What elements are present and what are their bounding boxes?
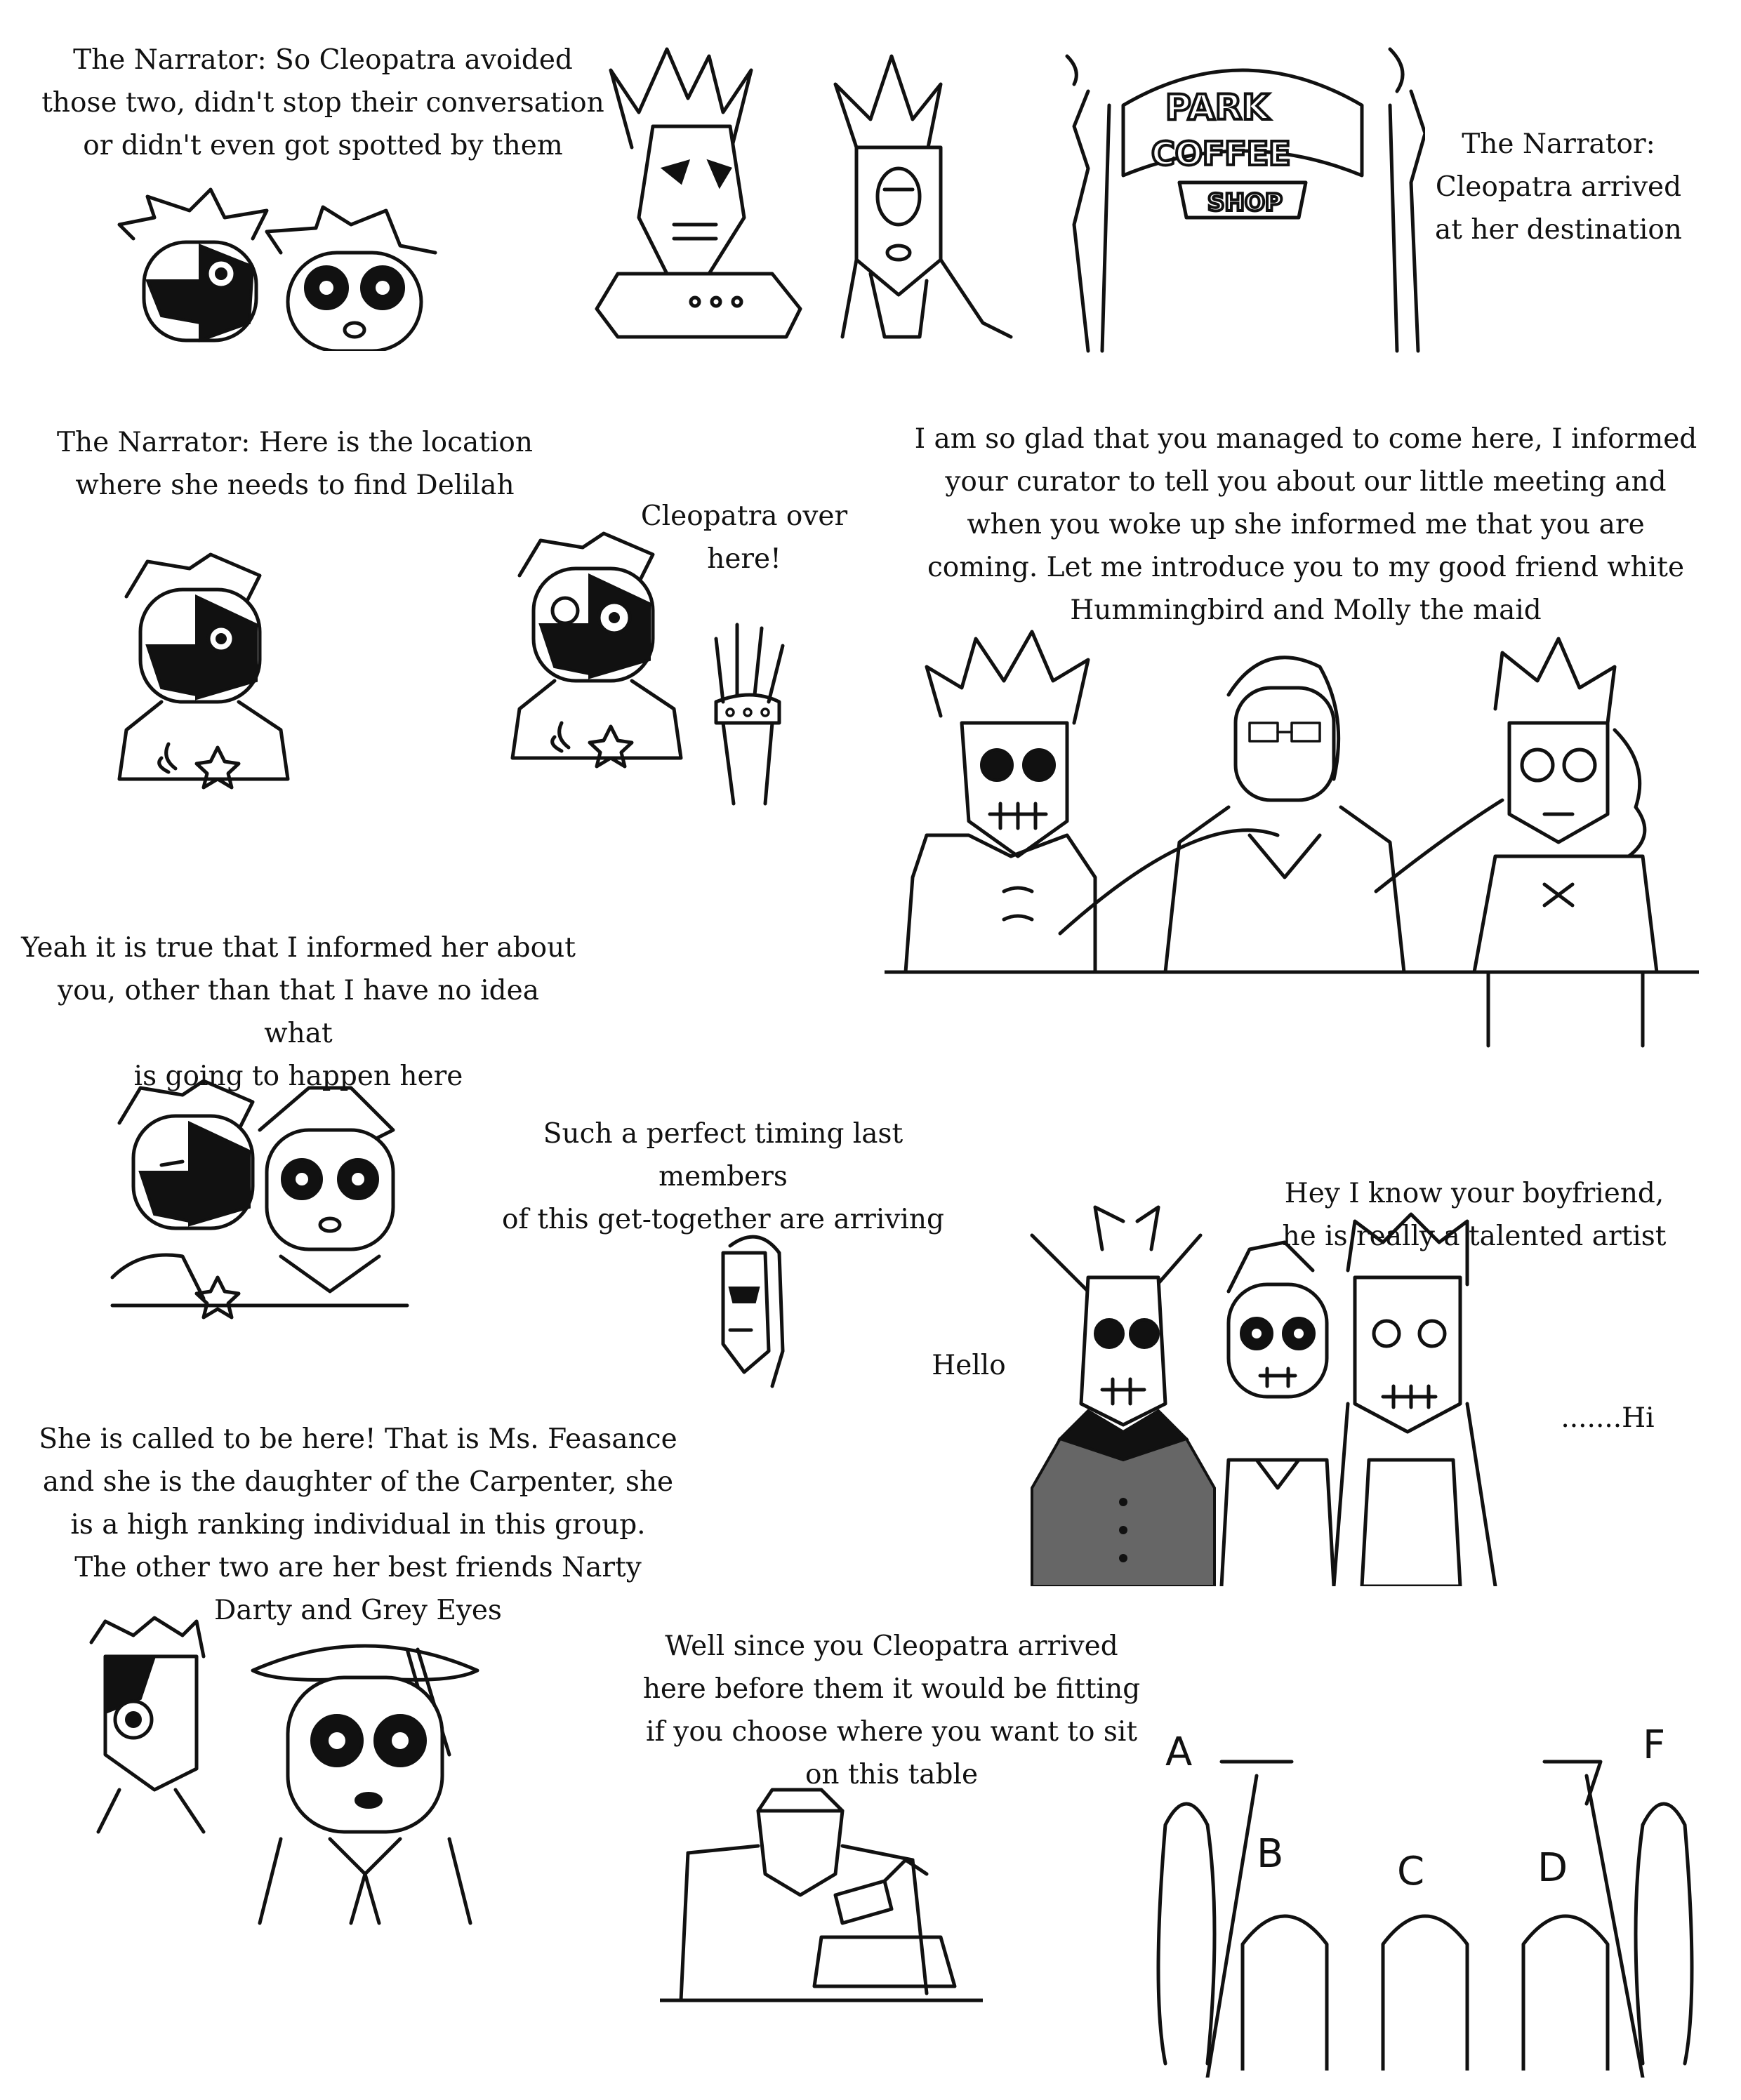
sign-shop-text: SHOP (1207, 189, 1283, 217)
scarecrow-hat-character-drawing (239, 1607, 491, 1930)
caption-hi: .......Hi (1561, 1402, 1655, 1434)
caption-called-to-be-here: She is called to be here! That is Ms. Feasance and she is the daughter of the Carpenter, she is a high ranking individual in this group. The other two are her best friends Narty Darty and Grey Eyes (39, 1423, 677, 1626)
arriving-profile-drawing (702, 1225, 800, 1393)
caption-well-since: Well since you Cleopatra arrived here before them it would be fitting if you choose where you want to sit on this table (642, 1630, 1141, 1790)
seat-label-f: F (1643, 1722, 1666, 1768)
seat-label-d: D (1537, 1845, 1568, 1891)
caption-cleopatra-over-here: Cleopatra over here! (640, 500, 848, 575)
three-arriving-characters-drawing (1018, 1193, 1523, 1586)
cleopatra-and-friend-hiding-drawing (105, 182, 611, 351)
caption-narrator-avoided: The Narrator: So Cleopatra avoided those two, didn't stop their conversation or didn't even got spotted by them (41, 44, 604, 161)
seated-host-with-cigarette-drawing (660, 1783, 983, 2014)
waving-gloved-hand-drawing (695, 618, 807, 807)
sign-park-text: PARK (1165, 87, 1269, 128)
caption-know-boyfriend: Hey I know your boyfriend, he is really a talented artist (1282, 1178, 1667, 1252)
three-characters-introduction-drawing (885, 625, 1699, 1067)
cleopatra-side-profile-drawing (77, 1614, 218, 1839)
caption-narrator-arrived: The Narrator: Cleopatra arrived at her destination (1435, 128, 1682, 246)
cleopatra-portrait-drawing (98, 547, 309, 800)
two-masked-figures-talking-drawing (590, 42, 1025, 351)
cleopatra-and-friend-together-drawing (98, 1067, 421, 1348)
seating-table-diagram-drawing (1137, 1713, 1713, 2078)
seat-label-a: A (1165, 1729, 1193, 1775)
caption-perfect-timing: Such a perfect timing last members of this get-together are arriving (502, 1118, 944, 1235)
seat-label-c: C (1397, 1849, 1425, 1894)
caption-yeah-true: Yeah it is true that I informed her about you, other than that I have no idea what is going to happen here (21, 932, 576, 1092)
caption-hello: Hello (932, 1350, 1006, 1381)
seat-label-b: B (1257, 1831, 1284, 1877)
sign-coffee-text: COFFEE (1151, 135, 1291, 173)
caption-glad-you-came: I am so glad that you managed to come here, I informed your curator to tell you about our little meeting and when you woke up she informed me that you are coming. Let me introduce you to my good friend white Hummingbird and Molly the maid (914, 423, 1697, 626)
caption-narrator-location: The Narrator: Here is the location where she needs to find Delilah (56, 427, 533, 501)
park-coffee-shop-sign-drawing (1060, 42, 1425, 365)
